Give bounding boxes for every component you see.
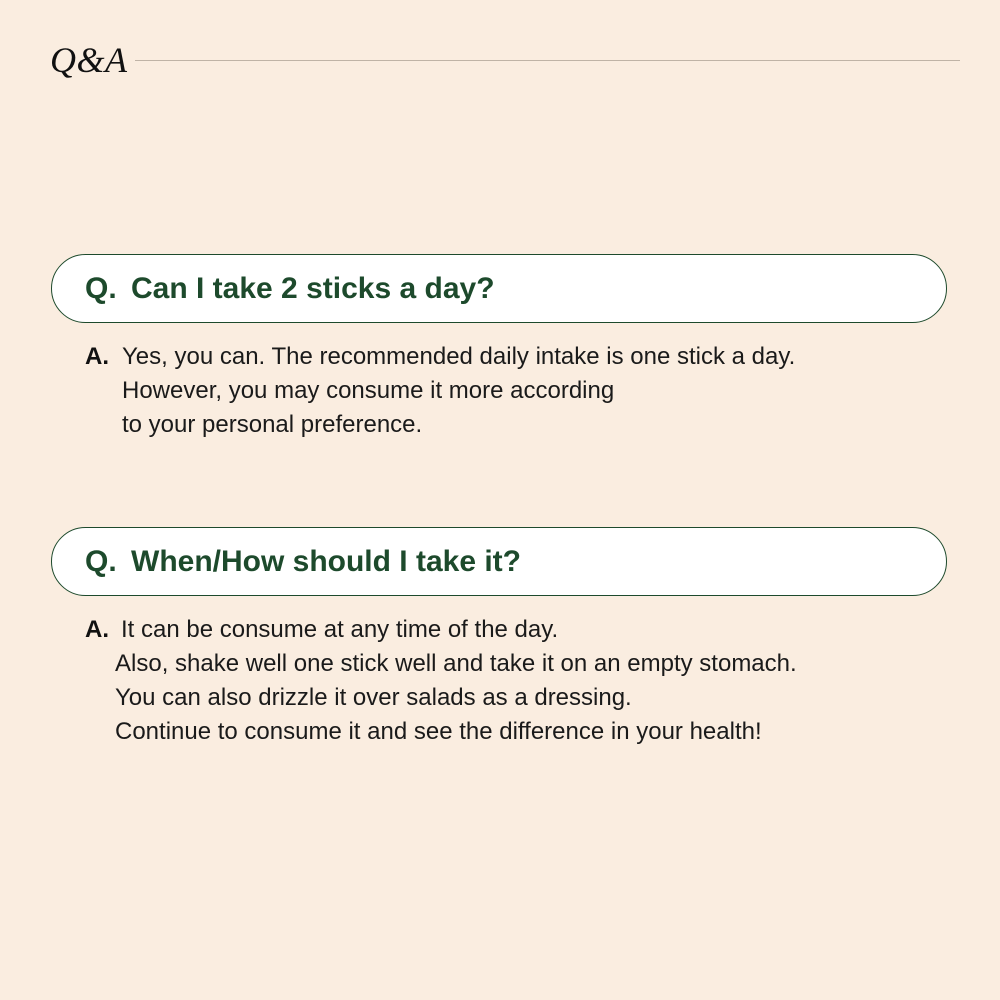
question-prefix: Q.	[85, 272, 117, 305]
answer-prefix: A.	[85, 343, 109, 370]
faq-question-1	[51, 254, 947, 323]
answer-line: Yes, you can. The recommended daily intake is one stick a day.	[122, 343, 796, 370]
question-prefix: Q.	[85, 545, 117, 578]
answer-prefix: A.	[85, 616, 109, 643]
question-text: When/How should I take it?	[131, 545, 521, 578]
answer-line: However, you may consume it more according	[122, 377, 615, 404]
header-divider	[135, 60, 960, 61]
answer-line: Continue to consume it and see the difference in your health!	[115, 718, 762, 745]
answer-line: You can also drizzle it over salads as a dressing.	[115, 684, 632, 711]
question-text: Can I take 2 sticks a day?	[131, 272, 495, 305]
answer-line: It can be consume at any time of the day.	[121, 616, 559, 643]
page-title: Q&A	[50, 40, 128, 80]
faq-question-2	[51, 527, 947, 596]
answer-line: to your personal preference.	[122, 411, 423, 438]
answer-line: Also, shake well one stick well and take it on an empty stomach.	[115, 650, 797, 677]
